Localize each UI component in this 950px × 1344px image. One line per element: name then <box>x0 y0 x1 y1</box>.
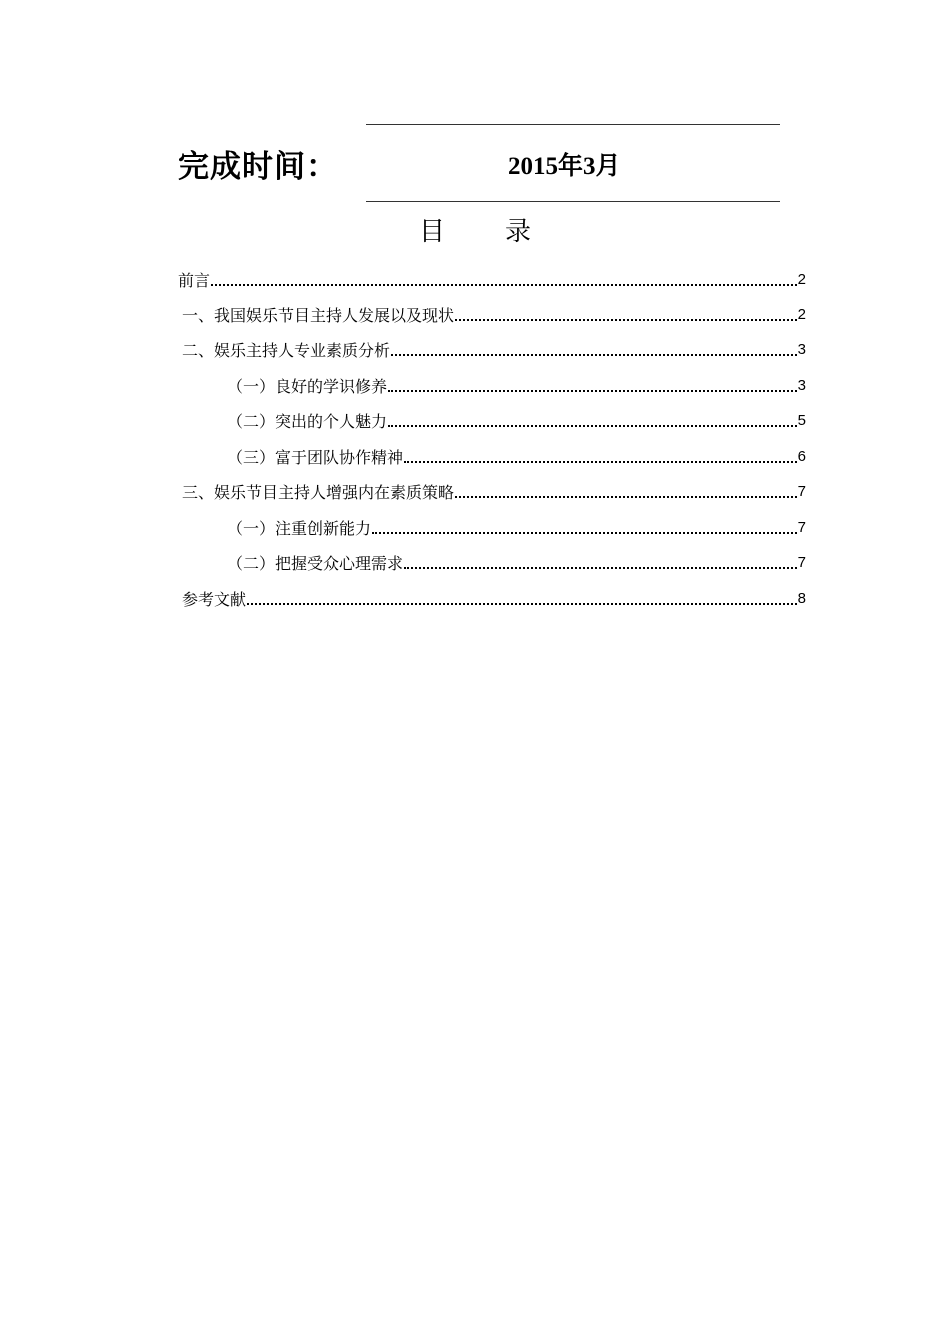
toc-entry-label: （一）注重创新能力 <box>227 518 372 538</box>
toc-entry[interactable] <box>227 510 806 544</box>
toc-leader-dots <box>388 424 797 427</box>
toc-entry-label: 一、我国娱乐节目主持人发展以及现状 <box>182 305 455 325</box>
toc-entry-page: 7 <box>797 482 806 500</box>
toc-entry-page: 8 <box>797 589 806 607</box>
completion-time-label: 完成时间： <box>178 149 338 185</box>
toc-leader-dots <box>391 353 797 356</box>
toc-leader-dots <box>211 283 797 286</box>
toc-entry[interactable] <box>182 581 806 615</box>
toc-entry-page: 3 <box>797 376 806 394</box>
toc-leader-dots <box>388 389 797 392</box>
toc-entry-label: （一）良好的学识修养 <box>227 376 388 396</box>
toc-entry[interactable] <box>227 545 806 579</box>
toc-entry-page: 6 <box>797 447 806 465</box>
toc-entry-label: 三、娱乐节目主持人增强内在素质策略 <box>182 482 455 502</box>
completion-date-value: 2015年3月 <box>508 153 621 180</box>
toc-entry-label: （二）突出的个人魅力 <box>227 411 388 431</box>
toc-entry-label: （二）把握受众心理需求 <box>227 553 404 573</box>
toc-entry[interactable] <box>182 474 806 508</box>
toc-entry-page: 2 <box>797 305 806 323</box>
toc-entry-page: 7 <box>797 553 806 571</box>
date-top-rule <box>366 124 780 125</box>
toc-entry[interactable] <box>182 297 806 331</box>
toc-entry-page: 7 <box>797 518 806 536</box>
toc-leader-dots <box>372 531 797 534</box>
toc-entry[interactable] <box>178 262 806 296</box>
toc-entry[interactable] <box>227 439 806 473</box>
toc-entry-page: 3 <box>797 340 806 358</box>
toc-entry-label: 前言 <box>178 270 211 290</box>
toc-entry-label: 二、娱乐主持人专业素质分析 <box>182 340 391 360</box>
toc-entry[interactable] <box>227 403 806 437</box>
toc-entry-page: 5 <box>797 411 806 429</box>
toc-leader-dots <box>455 495 797 498</box>
toc-entry-label: （三）富于团队协作精神 <box>227 447 404 467</box>
toc-entry[interactable] <box>182 332 806 366</box>
toc-entry-page: 2 <box>797 270 806 288</box>
toc-leader-dots <box>404 566 797 569</box>
toc-entry[interactable] <box>227 368 806 402</box>
date-bottom-rule <box>366 201 780 202</box>
toc-leader-dots <box>404 460 797 463</box>
toc-title: 目录 <box>418 217 591 247</box>
toc-entry-label: 参考文献 <box>182 589 247 609</box>
toc-leader-dots <box>247 602 797 605</box>
toc-leader-dots <box>455 318 797 321</box>
